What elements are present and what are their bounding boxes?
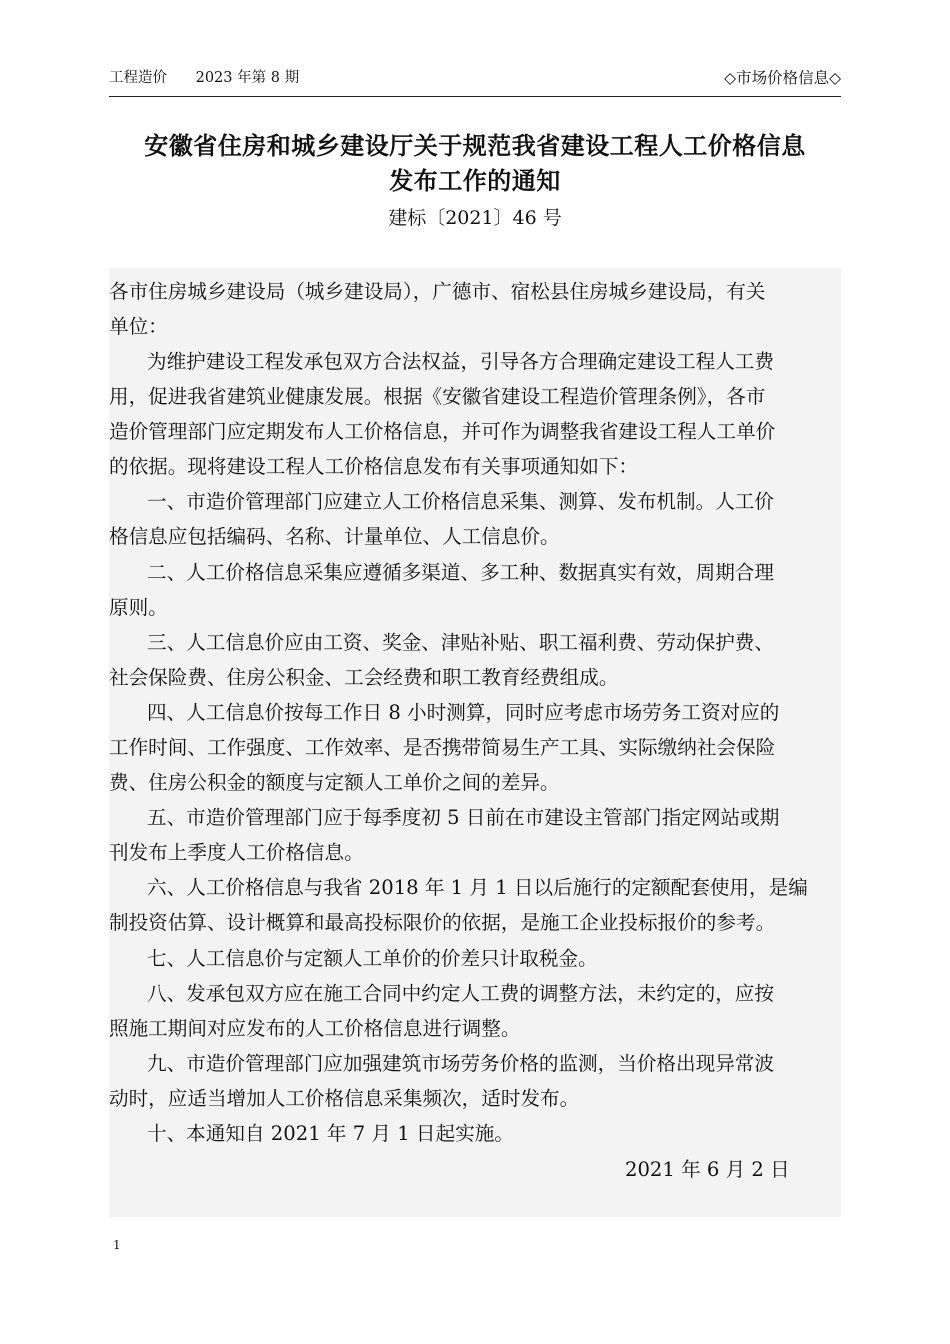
page-header xyxy=(109,66,841,94)
body-line: 九、市造价管理部门应加强建筑市场劳务价格的监测，当价格出现异常波 xyxy=(147,1052,774,1075)
journal-name: 工程造价 xyxy=(109,70,167,86)
body-line: 各市住房城乡建设局（城乡建设局），广德市、宿松县住房城乡建设局，有关 xyxy=(109,280,766,303)
body-line: 单位： xyxy=(109,315,168,338)
body-line: 二、人工价格信息采集应遵循多渠道、多工种、数据真实有效，周期合理 xyxy=(147,561,774,584)
body-line: 造价管理部门应定期发布人工价格信息，并可作为调整我省建设工程人工单价 xyxy=(109,420,776,443)
issue-number: 2023 年第 8 期 xyxy=(195,70,300,86)
body-line: 照施工期间对应发布的人工价格信息进行调整。 xyxy=(109,1017,521,1040)
body-line: 社会保险费、住房公积金、工会经费和职工教育经费组成。 xyxy=(109,666,619,689)
body-line: 四、人工信息价按每工作日 8 小时测算，同时应考虑市场劳务工资对应的 xyxy=(147,701,780,724)
body-line: 费、住房公积金的额度与定额人工单价之间的差异。 xyxy=(109,771,560,794)
body-line: 用，促进我省建筑业健康发展。根据《安徽省建设工程造价管理条例》，各市 xyxy=(109,385,766,408)
body-line: 五、市造价管理部门应于每季度初 5 日前在市建设主管部门指定网站或期 xyxy=(147,806,780,829)
body-line: 六、人工价格信息与我省 2018 年 1 月 1 日以后施行的定额配套使用，是编 xyxy=(147,876,808,899)
title-line-2: 发布工作的通知 xyxy=(389,167,561,195)
document-number: 建标〔2021〕46 号 xyxy=(388,207,562,229)
body-line: 为维护建设工程发承包双方合法权益，引导各方合理确定建设工程人工费 xyxy=(147,350,774,373)
body-line: 原则。 xyxy=(109,596,168,619)
page-number: 1 xyxy=(113,1238,121,1252)
header-left xyxy=(109,66,299,87)
title-line-1: 安徽省住房和城乡建设厅关于规范我省建设工程人工价格信息 xyxy=(144,132,806,160)
signature-date: 2021 年 6 月 2 日 xyxy=(625,1158,790,1181)
body-line: 刊发布上季度人工价格信息。 xyxy=(109,841,364,864)
body-line: 制投资估算、设计概算和最高投标限价的依据，是施工企业投标报价的参考。 xyxy=(109,911,776,934)
body-line: 十、本通知自 2021 年 7 月 1 日起实施。 xyxy=(147,1122,514,1145)
body-line: 一、市造价管理部门应建立人工价格信息采集、测算、发布机制。人工价 xyxy=(147,490,774,513)
body-line: 工作时间、工作强度、工作效率、是否携带简易生产工具、实际缴纳社会保险 xyxy=(109,736,776,759)
body-line: 格信息应包括编码、名称、计量单位、人工信息价。 xyxy=(109,525,560,548)
body-line: 动时，应适当增加人工价格信息采集频次，适时发布。 xyxy=(109,1087,580,1110)
body-line: 的依据。现将建设工程人工价格信息发布有关事项通知如下： xyxy=(109,455,639,478)
header-divider xyxy=(109,96,841,97)
body-line: 七、人工信息价与定额人工单价的价差只计取税金。 xyxy=(147,947,598,970)
body-line: 三、人工信息价应由工资、奖金、津贴补贴、职工福利费、劳动保护费、 xyxy=(147,631,774,654)
section-label: ◇市场价格信息◇ xyxy=(724,69,841,87)
body-line: 八、发承包双方应在施工合同中约定人工费的调整方法，未约定的，应按 xyxy=(147,982,774,1005)
